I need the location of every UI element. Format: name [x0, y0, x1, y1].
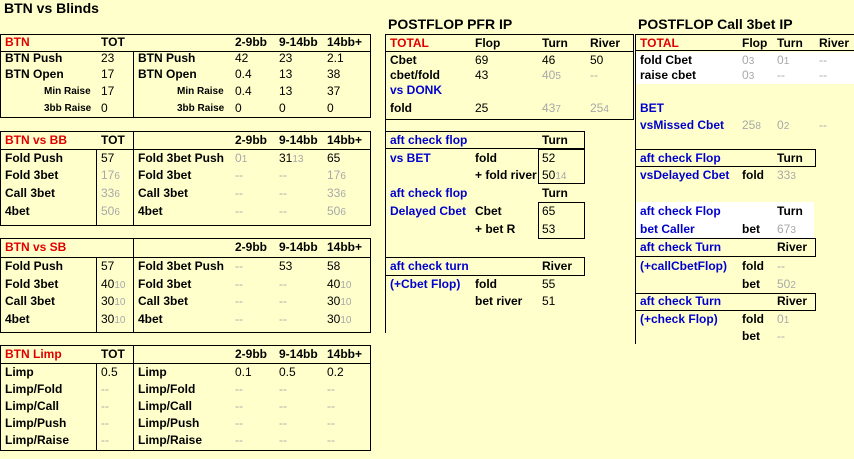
- stat-value[interactable]: --: [235, 186, 243, 200]
- stat-value[interactable]: --: [327, 416, 335, 430]
- row-label: fold: [742, 168, 764, 182]
- stat-value[interactable]: 0.1: [235, 365, 252, 379]
- column-header: 14bb+: [327, 347, 363, 361]
- stat-value[interactable]: --: [819, 118, 827, 132]
- row-label: Fold 3bet: [138, 277, 192, 291]
- column-header: River: [542, 259, 573, 273]
- stat-value[interactable]: --: [235, 312, 243, 326]
- stat-value[interactable]: 3010: [101, 312, 126, 326]
- row-label: fold: [390, 101, 412, 115]
- row-label: Fold 3bet Push: [138, 151, 225, 165]
- stat-value[interactable]: 0: [279, 101, 286, 115]
- row-label: fold: [742, 312, 764, 326]
- stat-value[interactable]: --: [101, 433, 109, 447]
- column-header: 9-14bb: [279, 240, 318, 254]
- row-label: fold: [475, 277, 497, 291]
- stat-value[interactable]: --: [819, 68, 827, 82]
- column-header: 14bb+: [327, 240, 363, 254]
- stat-value[interactable]: --: [279, 382, 287, 396]
- subheader-title: aft check Turn: [640, 240, 722, 254]
- stat-value[interactable]: 673: [777, 222, 796, 236]
- stat-value[interactable]: --: [590, 68, 598, 82]
- row-label: vsDelayed Cbet: [640, 168, 730, 182]
- column-header: 2-9bb: [235, 240, 268, 254]
- stat-value[interactable]: --: [279, 277, 287, 291]
- stat-value[interactable]: --: [235, 259, 243, 273]
- subheader-title: aft check Flop: [640, 204, 721, 218]
- page-title: BTN vs Blinds: [4, 0, 99, 16]
- row-label: Limp/Fold: [5, 382, 63, 396]
- column-header: Turn: [542, 133, 568, 147]
- column-header: TOT: [101, 35, 125, 49]
- column-header: TOT: [101, 347, 125, 361]
- row-label: Cbet: [475, 204, 502, 218]
- stat-value[interactable]: 01: [777, 53, 790, 67]
- stat-value[interactable]: 17: [101, 67, 115, 81]
- stat-value[interactable]: 53: [542, 222, 556, 236]
- row-label: 4bet: [138, 204, 163, 218]
- stat-value[interactable]: --: [279, 294, 287, 308]
- stat-value[interactable]: 3010: [327, 294, 352, 308]
- section-title: BTN vs BB: [5, 133, 68, 147]
- divider: [96, 257, 97, 333]
- row-label: Limp/Fold: [138, 382, 196, 396]
- row-label: Fold 3bet Push: [138, 259, 225, 273]
- row-label: 4bet: [5, 204, 30, 218]
- row-label: Limp/Push: [5, 416, 67, 430]
- column-header: Turn: [777, 204, 803, 218]
- stat-value[interactable]: --: [327, 433, 335, 447]
- stat-value[interactable]: 4010: [101, 277, 126, 291]
- stat-value[interactable]: 57: [101, 259, 115, 273]
- stat-value[interactable]: 23: [279, 51, 293, 65]
- stat-value[interactable]: 258: [742, 118, 761, 132]
- stat-value[interactable]: 69: [475, 53, 489, 67]
- stat-value[interactable]: 43: [475, 68, 489, 82]
- column-header: Turn: [542, 186, 568, 200]
- divider: [0, 363, 371, 364]
- stat-value[interactable]: 0.5: [279, 365, 296, 379]
- stat-value[interactable]: 176: [101, 168, 120, 182]
- stat-value[interactable]: 0.4: [235, 67, 252, 81]
- row-label: fold: [742, 259, 764, 273]
- column-header: TOT: [101, 133, 125, 147]
- stat-value[interactable]: --: [235, 399, 243, 413]
- stat-value[interactable]: 38: [327, 67, 341, 81]
- row-label: Fold 3bet: [138, 168, 192, 182]
- stat-value[interactable]: --: [777, 259, 785, 273]
- stat-value[interactable]: --: [235, 277, 243, 291]
- row-label: Limp: [138, 365, 167, 379]
- stat-value[interactable]: 13: [279, 84, 293, 98]
- subheader-title: aft check Turn: [640, 294, 722, 308]
- row-label: 3bb Raise: [177, 103, 225, 114]
- stat-value[interactable]: --: [235, 433, 243, 447]
- stat-value[interactable]: 3010: [101, 294, 126, 308]
- stat-value[interactable]: 17: [101, 84, 115, 98]
- divider: [385, 120, 386, 333]
- section-title: BTN vs SB: [5, 240, 67, 254]
- stat-value[interactable]: 0: [235, 101, 242, 115]
- column-header: Turn: [777, 151, 803, 165]
- row-label: Limp/Call: [138, 399, 193, 413]
- stat-value[interactable]: 65: [327, 151, 341, 165]
- stat-value[interactable]: 405: [542, 68, 561, 82]
- stat-value[interactable]: --: [777, 329, 785, 343]
- row-label: Delayed Cbet: [390, 204, 467, 218]
- row-label: bet: [742, 222, 760, 236]
- stat-value[interactable]: 23: [101, 51, 115, 65]
- stat-value[interactable]: 437: [542, 101, 561, 115]
- column-header: 9-14bb: [279, 133, 318, 147]
- divider: [133, 51, 134, 118]
- stat-value[interactable]: --: [279, 186, 287, 200]
- row-label: Cbet: [390, 53, 417, 67]
- row-label: Fold 3bet: [5, 277, 59, 291]
- stat-value[interactable]: 3113: [279, 151, 304, 165]
- stat-value[interactable]: 52: [542, 151, 556, 165]
- row-label: Limp/Call: [5, 399, 60, 413]
- column-header: Flop: [742, 36, 768, 50]
- stat-value[interactable]: --: [327, 382, 335, 396]
- row-label: bet: [742, 277, 760, 291]
- divider: [133, 131, 134, 226]
- column-header: Turn: [777, 36, 803, 50]
- stat-value[interactable]: 333: [777, 168, 796, 182]
- row-label: Limp: [5, 365, 34, 379]
- stat-value[interactable]: 50: [590, 53, 604, 67]
- row-label: Call 3bet: [138, 186, 189, 200]
- section-title: BTN Limp: [5, 347, 62, 361]
- subheader-title: aft check Flop: [640, 151, 721, 165]
- divider: [96, 363, 97, 451]
- row-label: Call 3bet: [138, 294, 189, 308]
- subheader-title: aft check flop: [390, 133, 468, 147]
- stat-value[interactable]: --: [279, 204, 287, 218]
- stat-value[interactable]: 336: [327, 186, 346, 200]
- divider: [133, 345, 134, 451]
- row-label: (+Cbet Flop): [390, 277, 461, 291]
- column-header: River: [777, 240, 808, 254]
- section-title: TOTAL: [390, 36, 429, 50]
- column-header: 2-9bb: [235, 35, 268, 49]
- stat-value[interactable]: 25: [475, 101, 489, 115]
- stat-value[interactable]: --: [101, 416, 109, 430]
- stat-value[interactable]: --: [101, 382, 109, 396]
- row-label: BTN Open: [138, 67, 197, 81]
- stat-value[interactable]: 2.1: [327, 51, 344, 65]
- row-label: Min Raise: [177, 86, 224, 97]
- stat-value[interactable]: 0.4: [235, 84, 252, 98]
- row-label: 4bet: [5, 312, 30, 326]
- stat-value[interactable]: 58: [327, 259, 341, 273]
- stat-value[interactable]: --: [235, 382, 243, 396]
- column-header: Turn: [542, 36, 568, 50]
- stat-value[interactable]: --: [279, 312, 287, 326]
- row-label: Min Raise: [44, 86, 91, 97]
- row-label: Fold 3bet: [5, 168, 59, 182]
- stat-value[interactable]: 5014: [542, 168, 567, 182]
- stat-value[interactable]: --: [279, 416, 287, 430]
- stat-value[interactable]: --: [279, 168, 287, 182]
- row-label: Fold Push: [5, 259, 63, 273]
- row-label: (+callCbetFlop): [640, 259, 728, 273]
- column-header: 14bb+: [327, 35, 363, 49]
- row-label: 3bb Raise: [44, 103, 92, 114]
- row-label: raise cbet: [640, 68, 697, 82]
- panel-title: POSTFLOP PFR IP: [388, 16, 513, 32]
- row-label: Limp/Push: [138, 416, 200, 430]
- stat-value[interactable]: 53: [279, 259, 293, 273]
- stat-value[interactable]: 0.5: [101, 365, 118, 379]
- stat-value[interactable]: 42: [235, 51, 249, 65]
- column-header: 14bb+: [327, 133, 363, 147]
- row-label: Limp/Raise: [138, 433, 203, 447]
- stat-value[interactable]: 57: [101, 151, 115, 165]
- column-header: River: [819, 36, 850, 50]
- stat-value[interactable]: 0.2: [327, 365, 344, 379]
- stat-value[interactable]: --: [279, 433, 287, 447]
- column-header: 9-14bb: [279, 347, 318, 361]
- row-label: Limp/Raise: [5, 433, 70, 447]
- column-header: River: [590, 36, 621, 50]
- stat-value[interactable]: --: [235, 168, 243, 182]
- stat-value[interactable]: --: [819, 53, 827, 67]
- stat-value[interactable]: 02: [777, 118, 790, 132]
- row-label: vsMissed Cbet: [640, 118, 725, 132]
- row-label: bet: [742, 329, 760, 343]
- section-title: BTN: [5, 35, 30, 49]
- row-label: 4bet: [138, 312, 163, 326]
- stat-value[interactable]: 506: [327, 204, 346, 218]
- row-label: fold: [475, 151, 497, 165]
- row-label: BET: [640, 101, 664, 115]
- stat-value[interactable]: --: [235, 294, 243, 308]
- row-label: Call 3bet: [5, 186, 56, 200]
- stat-value[interactable]: 03: [742, 68, 755, 82]
- stat-value[interactable]: 03: [742, 53, 755, 67]
- row-label: fold Cbet: [640, 53, 692, 67]
- subheader-title: aft check turn: [390, 259, 469, 273]
- stat-value[interactable]: --: [279, 399, 287, 413]
- subheader-title: aft check flop: [390, 186, 468, 200]
- row-label: Call 3bet: [5, 294, 56, 308]
- stat-value[interactable]: 336: [101, 186, 120, 200]
- stat-value[interactable]: --: [235, 204, 243, 218]
- row-label: BTN Open: [5, 67, 64, 81]
- panel-title: POSTFLOP Call 3bet IP: [638, 16, 793, 32]
- stat-value[interactable]: 0: [327, 101, 334, 115]
- row-label: bet Caller: [640, 222, 695, 236]
- row-label: Fold Push: [5, 151, 63, 165]
- column-header: Flop: [475, 36, 501, 50]
- stat-value[interactable]: 0: [101, 101, 108, 115]
- section-title: TOTAL: [640, 36, 679, 50]
- column-header: River: [777, 294, 808, 308]
- divider: [133, 238, 134, 333]
- stat-value[interactable]: --: [235, 416, 243, 430]
- stat-value[interactable]: 506: [101, 204, 120, 218]
- stat-value[interactable]: 4010: [327, 277, 352, 291]
- stat-value[interactable]: 01: [235, 151, 248, 165]
- stat-value[interactable]: 01: [777, 312, 790, 326]
- stat-value[interactable]: --: [327, 399, 335, 413]
- stat-value[interactable]: 65: [542, 204, 556, 218]
- row-label: bet river: [475, 294, 523, 308]
- column-header: 2-9bb: [235, 347, 268, 361]
- column-header: 2-9bb: [235, 133, 268, 147]
- stat-value[interactable]: 51: [542, 294, 556, 308]
- stat-value[interactable]: 46: [542, 53, 556, 67]
- row-label: vs BET: [390, 151, 431, 165]
- row-label: (+check Flop): [640, 312, 718, 326]
- stat-value[interactable]: 37: [327, 84, 341, 98]
- stat-value[interactable]: 55: [542, 277, 556, 291]
- stat-value[interactable]: 3010: [327, 312, 352, 326]
- row-label: vs DONK: [390, 83, 443, 97]
- row-label: cbet/fold: [390, 68, 440, 82]
- stat-value[interactable]: --: [101, 399, 109, 413]
- stat-value[interactable]: 176: [327, 168, 346, 182]
- row-label: + bet R: [475, 222, 516, 236]
- row-label: + fold river: [475, 168, 537, 182]
- stat-value[interactable]: 13: [279, 67, 293, 81]
- divider: [96, 149, 97, 226]
- row-label: BTN Push: [5, 51, 63, 65]
- column-header: 9-14bb: [279, 35, 318, 49]
- stat-value[interactable]: --: [777, 68, 785, 82]
- stat-value[interactable]: 502: [777, 277, 796, 291]
- row-label: BTN Push: [138, 51, 196, 65]
- stat-value[interactable]: 254: [590, 101, 609, 115]
